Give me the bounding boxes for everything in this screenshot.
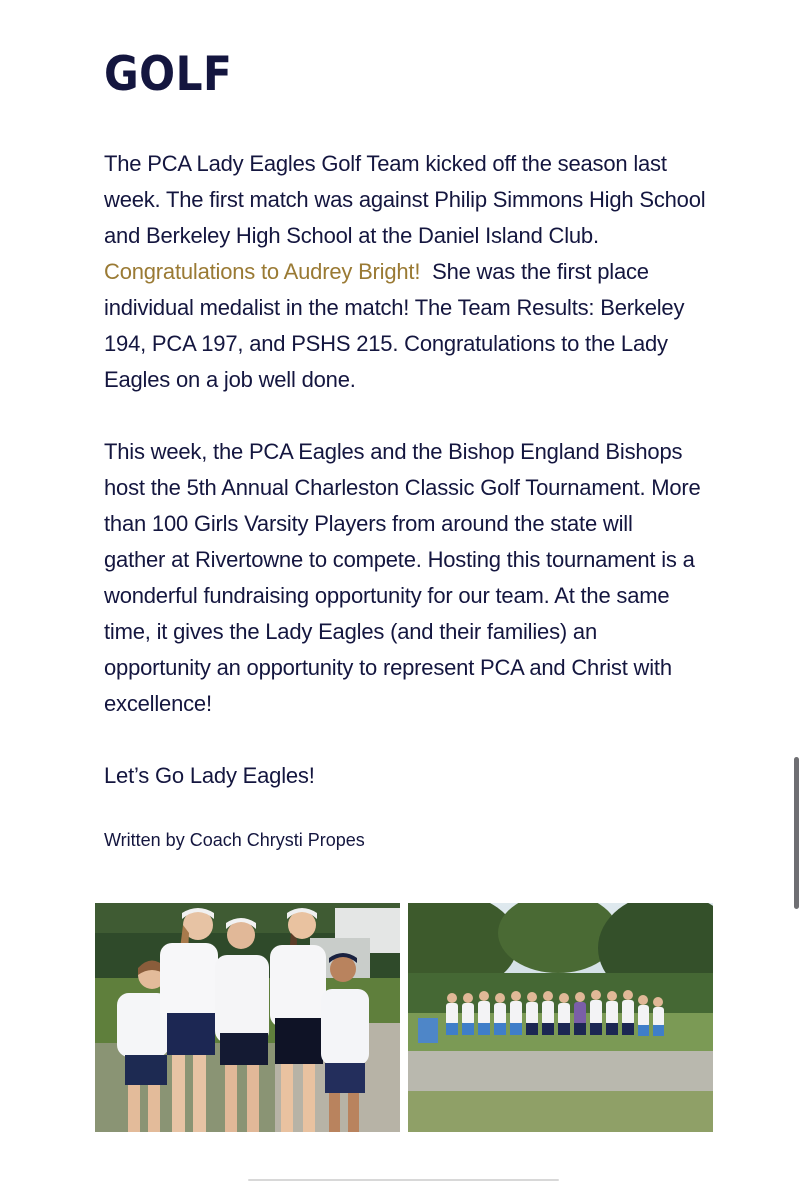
text-line: excellence! — [104, 691, 212, 716]
home-indicator — [248, 1179, 559, 1181]
text-line — [104, 254, 724, 290]
text-line: and Berkeley High School at the Daniel Island Club. — [104, 223, 599, 248]
text-line: individual medalist in the match! The Team Results: Berkeley — [104, 295, 685, 320]
paragraph-tournament — [104, 434, 724, 722]
text-line: gather at Rivertowne to compete. Hosting this tournament is a — [104, 547, 695, 572]
photo-group-image — [408, 903, 713, 1132]
text-line: wonderful fundraising opportunity for our team. At the same — [104, 583, 670, 608]
article — [104, 40, 724, 854]
page-title: GOLF — [104, 47, 233, 102]
congrats-link[interactable]: Congratulations to Audrey Bright! — [104, 259, 421, 284]
text-line: opportunity an opportunity to represent PCA and Christ with — [104, 655, 672, 680]
text-line: 194, PCA 197, and PSHS 215. Congratulations to the Lady — [104, 331, 668, 356]
scrollbar-thumb[interactable] — [794, 757, 799, 909]
paragraph-match-results — [104, 146, 724, 398]
text-line: time, it gives the Lady Eagles (and their families) an — [104, 619, 597, 644]
text-line: week. The first match was against Philip Simmons High School — [104, 187, 706, 212]
text-line: host the 5th Annual Charleston Classic Golf Tournament. More — [104, 475, 701, 500]
text-line: The PCA Lady Eagles Golf Team kicked off the season last — [104, 151, 667, 176]
photo-closeup-image — [95, 903, 400, 1132]
text-line: This week, the PCA Eagles and the Bishop England Bishops — [104, 439, 683, 464]
text-line: Eagles on a job well done. — [104, 367, 356, 392]
photo-gallery — [95, 903, 713, 1132]
team-photo-closeup[interactable] — [95, 903, 400, 1132]
text-line: than 100 Girls Varsity Players from around the state will — [104, 511, 633, 536]
paragraph-cheer: Let’s Go Lady Eagles! — [104, 763, 315, 788]
byline: Written by Coach Chrysti Propes — [104, 830, 365, 850]
text-fragment: She was the first place — [420, 259, 649, 284]
team-photo-group[interactable] — [408, 903, 713, 1132]
